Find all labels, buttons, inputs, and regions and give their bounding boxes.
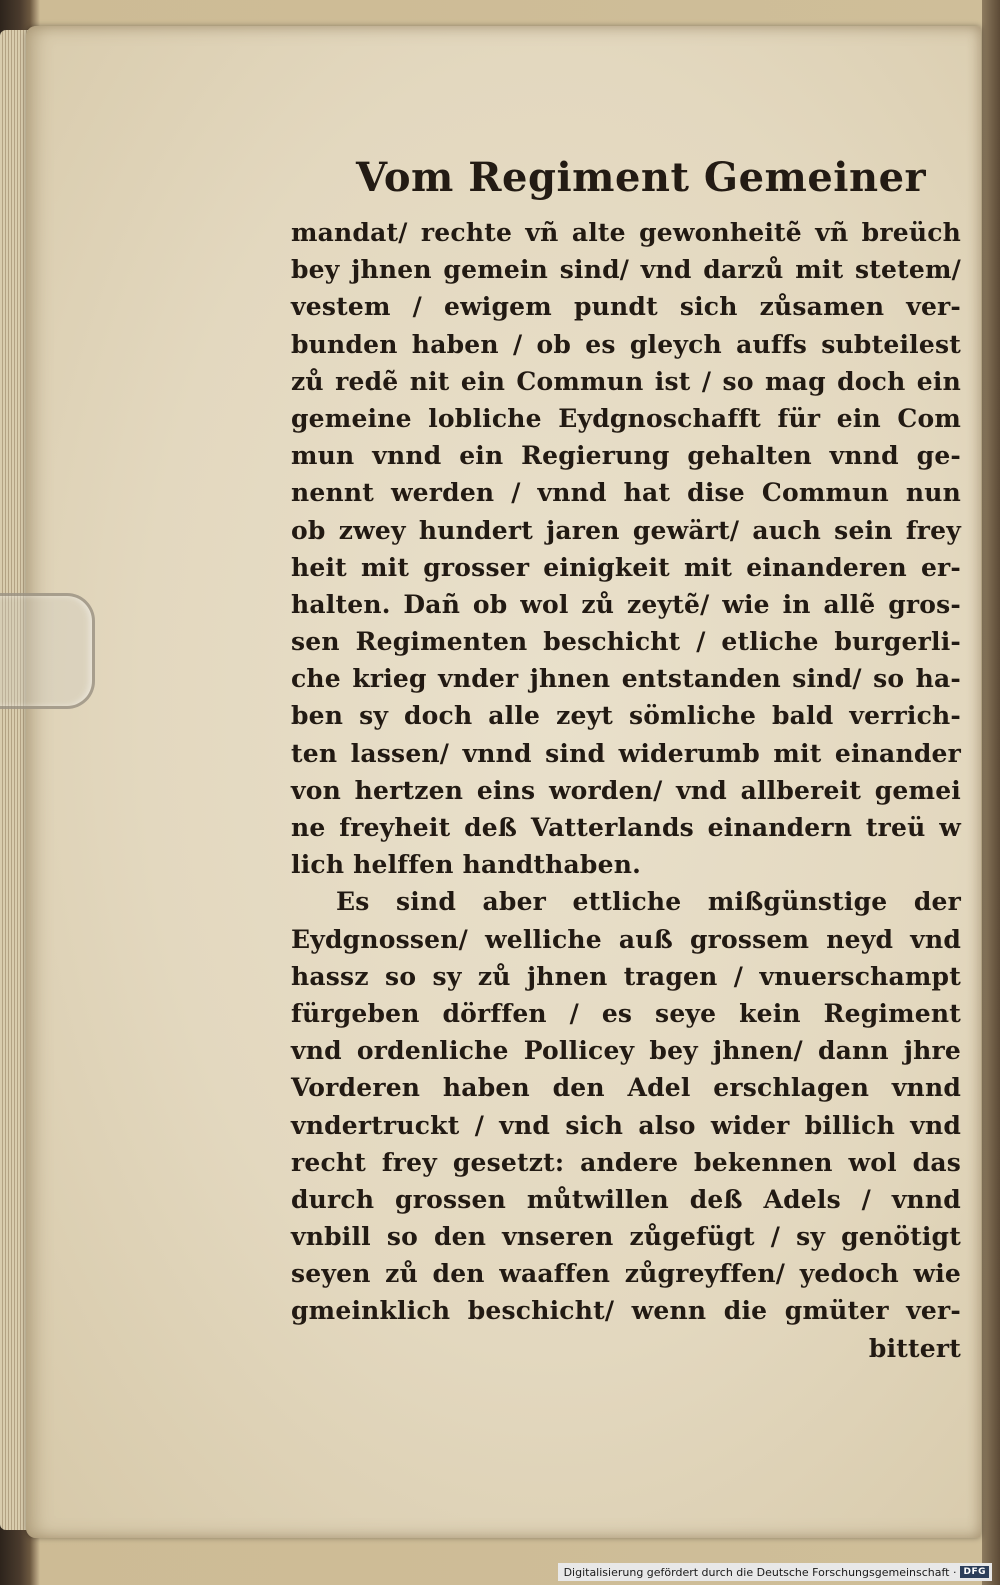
- text-line: durch grossen můtwillen deß Adels / vnnd: [291, 1184, 961, 1214]
- credit-text: Digitalisierung gefördert durch die Deutsche Forschungsgemeinschaft ·: [563, 1565, 957, 1579]
- book-cover-edge: [982, 0, 1000, 1585]
- text-line: mun vnnd ein Regierung gehalten vnnd ge-: [291, 441, 961, 471]
- digitization-credit: [558, 1563, 992, 1581]
- dfg-logo: DFG: [960, 1566, 989, 1578]
- text-line: gmeinklich beschicht/ wenn die gmüter ver-: [291, 1296, 961, 1326]
- text-line: Es sind aber ettliche mißgünstige der: [336, 887, 961, 917]
- book-clasp: [0, 593, 95, 709]
- text-line: hassz so sy zů jhnen tragen / vnuerschampt: [291, 961, 961, 991]
- text-line: bunden haben / ob es gleych auffs subteilest: [291, 329, 961, 359]
- text-line: bey jhnen gemein sind/ vnd darzů mit stetem/: [291, 255, 961, 285]
- text-line: nennt werden / vnnd hat dise Commun nun: [291, 478, 961, 508]
- text-line: von hertzen eins worden/ vnd allbereit gemei: [291, 775, 961, 805]
- running-head: Vom Regiment Gemeiner: [356, 154, 927, 201]
- text-line: mandat/ rechte vñ alte gewonheitẽ vñ breüch: [291, 218, 961, 247]
- catchword: bittert: [868, 1333, 961, 1363]
- text-line: ten lassen/ vnnd sind widerumb mit einander: [291, 738, 961, 768]
- text-line: gemeine lobliche Eydgnoschafft für ein Com: [291, 403, 961, 433]
- page-text: [291, 214, 961, 1367]
- text-line: zů redẽ nit ein Commun ist / so mag doch ein: [291, 366, 961, 396]
- text-line: heit mit grosser einigkeit mit einanderen er-: [291, 552, 961, 582]
- text-line: vnd ordenliche Pollicey bey jhnen/ dann jhre: [291, 1036, 961, 1066]
- text-line: vnbill so den vnseren zůgefügt / sy genötigt: [291, 1222, 961, 1252]
- text-line: ben sy doch alle zeyt sömliche bald verrich-: [291, 701, 961, 731]
- text-line: vestem / ewigem pundt sich zůsamen ver-: [291, 292, 961, 322]
- text-line: ne freyheit deß Vatterlands einandern treü w: [291, 813, 961, 842]
- text-line: halten. Dañ ob wol zů zeytẽ/ wie in allẽ gros-: [291, 589, 961, 619]
- text-line: lich helffen handthaben.: [291, 850, 641, 880]
- text-line: sen Regimenten beschicht / etliche burgerli-: [291, 627, 961, 657]
- book-page: [26, 26, 981, 1538]
- text-line: vndertruckt / vnd sich also wider billich vnd: [291, 1110, 961, 1140]
- text-line: Eydgnossen/ welliche auß grossem neyd vnd: [291, 924, 961, 954]
- text-line: fürgeben dörffen / es seye kein Regiment: [291, 998, 961, 1028]
- text-line: ob zwey hundert jaren gewärt/ auch sein frey: [291, 515, 961, 545]
- text-line: seyen zů den waaffen zůgreyffen/ yedoch wie: [291, 1259, 961, 1289]
- text-line: che krieg vnder jhnen entstanden sind/ so ha-: [291, 664, 961, 694]
- text-line: Vorderen haben den Adel erschlagen vnnd: [291, 1073, 961, 1103]
- text-line: recht frey gesetzt: andere bekennen wol das: [291, 1147, 961, 1177]
